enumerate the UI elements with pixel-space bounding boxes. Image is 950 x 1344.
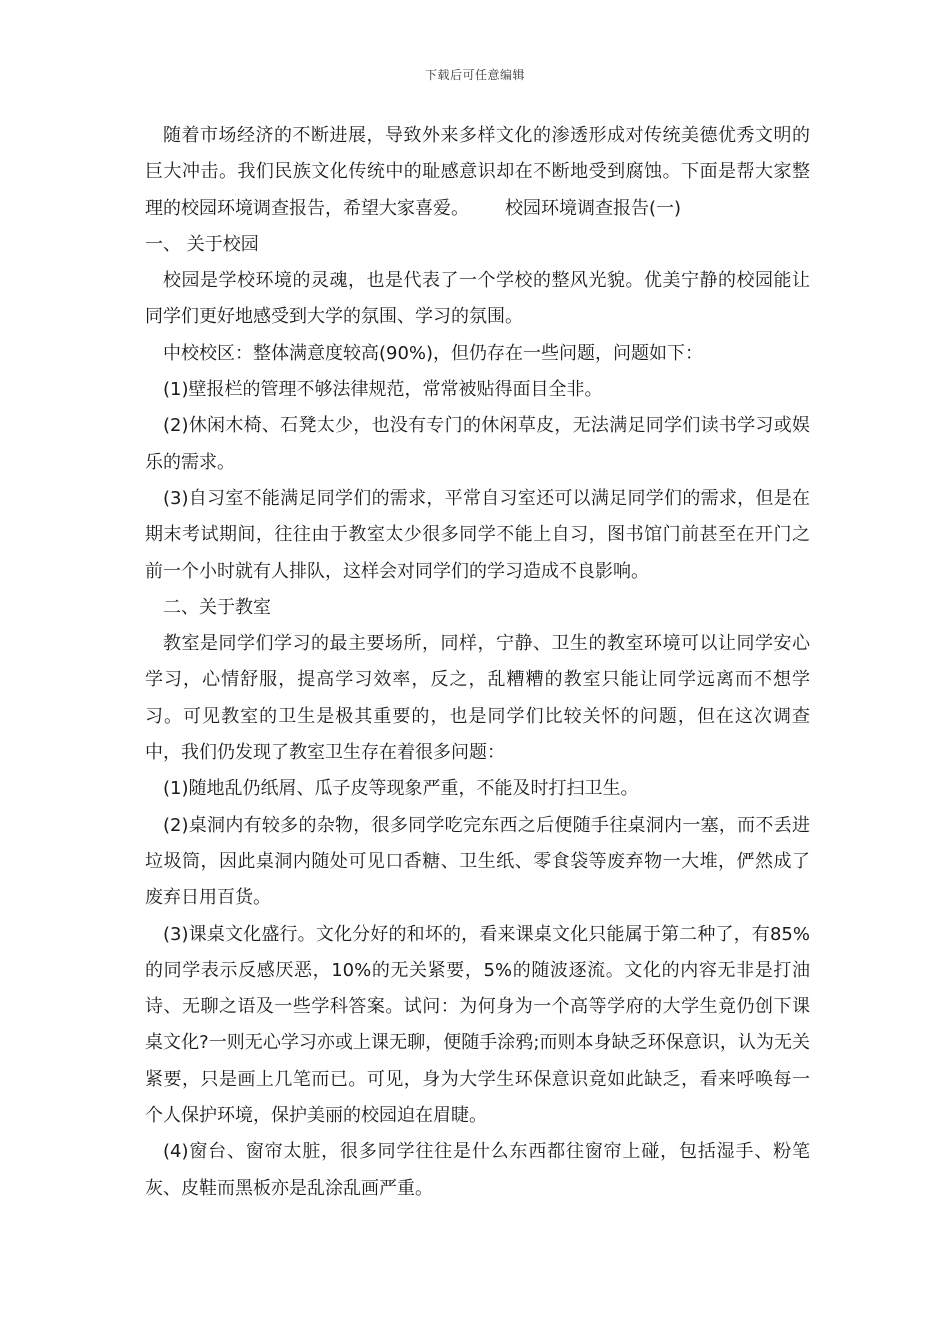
intro-text: 随着市场经济的不断进展，导致外来多样文化的渗透形成对传统美德优秀文明的巨大冲击。我们民族文化传统中的耻感意识却在不断地受到腐蚀。下面是帮大家整理的校园环境调查报告，希望大家喜爱。 xyxy=(145,125,810,219)
section-heading-classroom: 二、关于教室 xyxy=(163,596,271,618)
paragraph-campus-intro: 校园是学校环境的灵魂，也是代表了一个学校的整风光貌。优美宁静的校园能让同学们更好地感受到大学的氛围、学习的氛围。 xyxy=(145,270,810,328)
list-item-campus-1: (1)壁报栏的管理不够法律规范，常常被贴得面目全非。 xyxy=(163,379,603,401)
list-item-classroom-4: (4)窗台、窗帘太脏，很多同学往往是什么东西都往窗帘上碰，包括湿手、粉笔灰、皮鞋而黑板亦是乱涂乱画严重。 xyxy=(145,1141,810,1199)
paragraph-classroom-intro: 教室是同学们学习的最主要场所，同样，宁静、卫生的教室环境可以让同学安心学习，心情舒服，提高学习效率，反之，乱糟糟的教室只能让同学远离而不想学习。可见教室的卫生是极其重要的，也是同学们比较关怀的问题，但在这次调查中，我们仍发现了教室卫生存在着很多问题： xyxy=(145,633,810,764)
list-item-classroom-3: (3)课桌文化盛行。文化分好的和坏的，看来课桌文化只能属于第二种了，有85%的同学表示反感厌恶，10%的无关紧要，5%的随波逐流。文化的内容无非是打油诗、无聊之语及一些学科答案。试问：为何身为一个高等学府的大学生竟仍创下课桌文化?一则无心学习亦或上课无聊，便随手涂鸦;而则本身缺乏环保意识，认为无关紧要，只是画上几笔而已。可见，身为大学生环保意识竟如此缺乏，看来呼唤每一个人保护环境，保护美丽的校园迫在眉睫。 xyxy=(145,923,810,1127)
list-item-classroom-2: (2)桌洞内有较多的杂物，很多同学吃完东西之后便随手往桌洞内一塞，而不丢进垃圾筒，因此桌洞内随处可见口香糖、卫生纸、零食袋等废弃物一大堆，俨然成了废弃日用百货。 xyxy=(145,814,810,909)
section-heading-campus: 一、 关于校园 xyxy=(145,233,259,255)
list-item-campus-3: (3)自习室不能满足同学们的需求，平常自习室还可以满足同学们的需求，但是在期末考试期间，往往由于教室太少很多同学不能上自习，图书馆门前甚至在开门之前一个小时就有人排队，这样会对同学们的学习造成不良影响。 xyxy=(145,487,810,582)
document-body xyxy=(145,118,810,1207)
list-item-classroom-1: (1)随地乱仍纸屑、瓜子皮等现象严重，不能及时打扫卫生。 xyxy=(163,778,639,800)
intro-paragraph xyxy=(145,118,810,227)
header-note: 下载后可任意编辑 xyxy=(424,68,525,82)
list-item-campus-2: (2)休闲木椅、石凳太少，也没有专门的休闲草皮，无法满足同学们读书学习或娱乐的需求。 xyxy=(145,415,810,473)
paragraph-campus-satisfaction: 中校校区：整体满意度较高(90%)，但仍存在一些问题，问题如下： xyxy=(163,342,704,364)
report-title: 校园环境调查报告(一) xyxy=(505,197,682,219)
